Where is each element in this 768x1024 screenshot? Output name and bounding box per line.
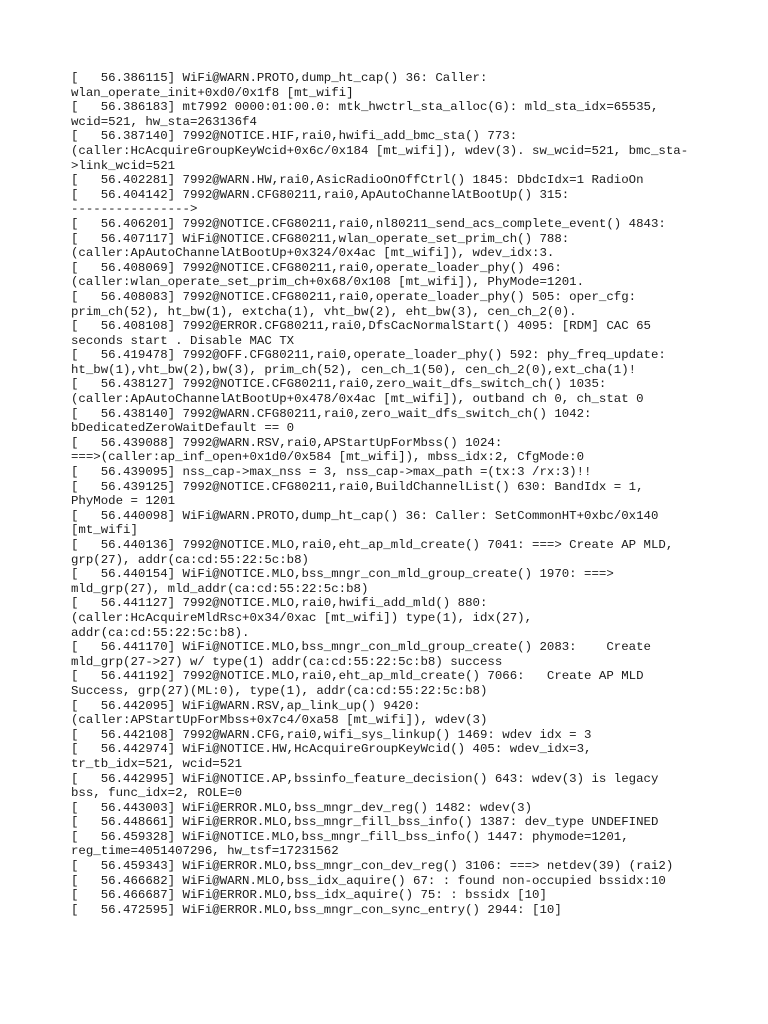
log-line: ----------------> <box>71 202 198 217</box>
log-line: (caller:HcAcquireGroupKeyWcid+0x6c/0x184 [mt_wifi]), wdev(3). sw_wcid=521, bmc_sta- <box>71 143 689 158</box>
log-line: [ 56.402281] 7992@WARN.HW,rai0,AsicRadioOnOffCtrl() 1845: DbdcIdx=1 RadioOn <box>71 173 644 188</box>
log-line: mld_grp(27), mld_addr(ca:cd:55:22:5c:b8) <box>71 581 369 596</box>
log-line: [ 56.404142] 7992@WARN.CFG80211,rai0,ApAutoChannelAtBootUp() 315: <box>71 187 570 202</box>
log-line: [ 56.459343] WiFi@ERROR.MLO,bss_mngr_con_dev_reg() 3106: ===> netdev(39) (rai2) <box>71 859 674 874</box>
log-line: [ 56.439095] nss_cap->max_nss = 3, nss_cap->max_path =(tx:3 /rx:3)!! <box>71 465 592 480</box>
log-line: [ 56.472595] WiFi@ERROR.MLO,bss_mngr_con_sync_entry() 2944: [10] <box>71 902 562 917</box>
log-line: mld_grp(27->27) w/ type(1) addr(ca:cd:55:22:5c:b8) success <box>71 654 503 669</box>
log-line: wlan_operate_init+0xd0/0x1f8 [mt_wifi] <box>71 85 354 100</box>
log-line: >link_wcid=521 <box>71 158 176 173</box>
log-line: prim_ch(52), ht_bw(1), extcha(1), vht_bw(2), eht_bw(3), cen_ch_2(0). <box>71 304 577 319</box>
log-line: [ 56.441192] 7992@NOTICE.MLO,rai0,eht_ap_mld_create() 7066: Create AP MLD <box>71 669 644 684</box>
log-line: bDedicatedZeroWaitDefault == 0 <box>71 421 295 436</box>
log-line: grp(27), addr(ca:cd:55:22:5c:b8) <box>71 552 309 567</box>
log-line: ===>(caller:ap_inf_open+0x1d0/0x584 [mt_wifi]), mbss_idx:2, CfgMode:0 <box>71 450 585 465</box>
log-line: [ 56.408108] 7992@ERROR.CFG80211,rai0,DfsCacNormalStart() 4095: [RDM] CAC 65 <box>71 319 651 334</box>
log-line: [ 56.459328] WiFi@NOTICE.MLO,bss_mngr_fill_bss_info() 1447: phymode=1201, <box>71 829 629 844</box>
log-line: addr(ca:cd:55:22:5c:b8). <box>71 625 250 640</box>
kernel-log-text <box>71 71 711 917</box>
log-line: [ 56.466687] WiFi@ERROR.MLO,bss_idx_aquire() 75: : bssidx [10] <box>71 888 547 903</box>
log-line: [ 56.443003] WiFi@ERROR.MLO,bss_mngr_dev_reg() 1482: wdev(3) <box>71 800 533 815</box>
log-line: (caller:ApAutoChannelAtBootUp+0x324/0x4ac [mt_wifi]), wdev_idx:3. <box>71 246 555 261</box>
log-line: [ 56.448661] WiFi@ERROR.MLO,bss_mngr_fill_bss_info() 1387: dev_type UNDEFINED <box>71 815 659 830</box>
log-line: [ 56.408069] 7992@NOTICE.CFG80211,rai0,operate_loader_phy() 496: <box>71 260 562 275</box>
log-line: [ 56.408083] 7992@NOTICE.CFG80211,rai0,operate_loader_phy() 505: oper_cfg: <box>71 289 637 304</box>
log-line: [ 56.441127] 7992@NOTICE.MLO,rai0,hwifi_add_mld() 880: <box>71 596 488 611</box>
log-line: [ 56.440154] WiFi@NOTICE.MLO,bss_mngr_con_mld_group_create() 1970: ===> <box>71 567 614 582</box>
log-line: reg_time=4051407296, hw_tsf=17231562 <box>71 844 339 859</box>
log-line: (caller:HcAcquireMldRsc+0x34/0xac [mt_wifi]) type(1), idx(27), <box>71 610 533 625</box>
log-line: [ 56.419478] 7992@OFF.CFG80211,rai0,operate_loader_phy() 592: phy_freq_update: <box>71 348 666 363</box>
log-line: [ 56.438127] 7992@NOTICE.CFG80211,rai0,zero_wait_dfs_switch_ch() 1035: <box>71 377 607 392</box>
log-line: [ 56.407117] WiFi@NOTICE.CFG80211,wlan_operate_set_prim_ch() 788: <box>71 231 570 246</box>
log-line: [ 56.442995] WiFi@NOTICE.AP,bssinfo_feature_decision() 643: wdev(3) is legacy <box>71 771 659 786</box>
log-line: [ 56.466682] WiFi@WARN.MLO,bss_idx_aquire() 67: : found non-occupied bssidx:10 <box>71 873 666 888</box>
log-line: [ 56.439088] 7992@WARN.RSV,rai0,APStartUpForMbss() 1024: <box>71 435 503 450</box>
log-line: tr_tb_idx=521, wcid=521 <box>71 756 243 771</box>
log-line: [ 56.442108] 7992@WARN.CFG,rai0,wifi_sys_linkup() 1469: wdev idx = 3 <box>71 727 592 742</box>
log-line: bss, func_idx=2, ROLE=0 <box>71 786 243 801</box>
log-line: [ 56.386115] WiFi@WARN.PROTO,dump_ht_cap() 36: Caller: <box>71 71 488 85</box>
log-line: Success, grp(27)(ML:0), type(1), addr(ca:cd:55:22:5c:b8) <box>71 683 488 698</box>
log-line: PhyMode = 1201 <box>71 494 176 509</box>
log-line: (caller:APStartUpForMbss+0x7c4/0xa58 [mt_wifi]), wdev(3) <box>71 713 488 728</box>
log-line: wcid=521, hw_sta=263136f4 <box>71 114 257 129</box>
log-line: [ 56.442974] WiFi@NOTICE.HW,HcAcquireGroupKeyWcid() 405: wdev_idx=3, <box>71 742 592 757</box>
log-line: [ 56.406201] 7992@NOTICE.CFG80211,rai0,nl80211_send_acs_complete_event() 4843: <box>71 216 666 231</box>
log-line: [mt_wifi] <box>71 523 138 538</box>
log-line: [ 56.438140] 7992@WARN.CFG80211,rai0,zero_wait_dfs_switch_ch() 1042: <box>71 406 592 421</box>
log-line: [ 56.386183] mt7992 0000:01:00.0: mtk_hwctrl_sta_alloc(G): mld_sta_idx=65535, <box>71 100 659 115</box>
log-line: [ 56.439125] 7992@NOTICE.CFG80211,rai0,BuildChannelList() 630: BandIdx = 1, <box>71 479 644 494</box>
log-line: [ 56.441170] WiFi@NOTICE.MLO,bss_mngr_con_mld_group_create() 2083: Create <box>71 640 651 655</box>
log-line: (caller:ApAutoChannelAtBootUp+0x478/0x4ac [mt_wifi]), outband ch 0, ch_stat 0 <box>71 392 644 407</box>
log-line: ht_bw(1),vht_bw(2),bw(3), prim_ch(52), cen_ch_1(50), cen_ch_2(0),ext_cha(1)! <box>71 362 637 377</box>
log-line: [ 56.440098] WiFi@WARN.PROTO,dump_ht_cap() 36: Caller: SetCommonHT+0xbc/0x140 <box>71 508 659 523</box>
log-line: [ 56.387140] 7992@NOTICE.HIF,rai0,hwifi_add_bmc_sta() 773: <box>71 129 518 144</box>
log-line: seconds start . Disable MAC TX <box>71 333 295 348</box>
log-line: [ 56.440136] 7992@NOTICE.MLO,rai0,eht_ap_mld_create() 7041: ===> Create AP MLD, <box>71 538 674 552</box>
log-line: [ 56.442095] WiFi@WARN.RSV,ap_link_up() 9420: <box>71 698 421 713</box>
log-line: (caller:wlan_operate_set_prim_ch+0x68/0x108 [mt_wifi]), PhyMode=1201. <box>71 275 585 290</box>
